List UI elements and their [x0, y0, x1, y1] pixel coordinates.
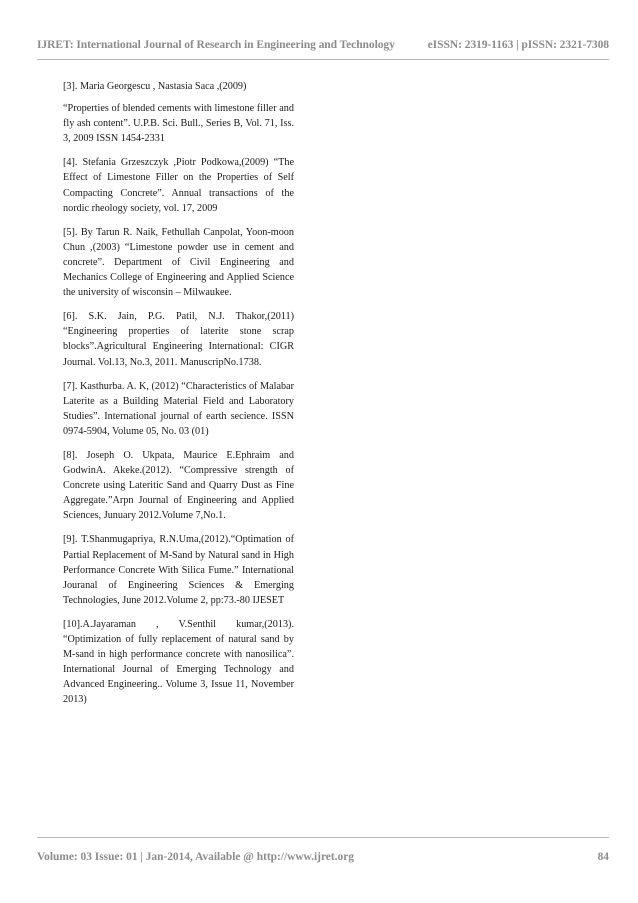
- footer-info: Volume: 03 Issue: 01 | Jan-2014, Available @ http://www.ijret.org: [37, 851, 354, 863]
- page-number: 84: [597, 851, 609, 863]
- reference-list: [63, 79, 294, 716]
- reference-3-header: [3]. Maria Georgescu , Nastasia Saca ,(2009): [63, 81, 247, 92]
- journal-title: IJRET: International Journal of Research in Engineering and Technology: [37, 38, 395, 51]
- reference-3-body: “Properties of blended cements with limestone filler and fly ash content”. U.P.B. Sci. Bull., Series B, Vol. 71, Iss. 3, 2009 ISSN 1454-2331: [63, 103, 294, 145]
- reference-5: [5]. By Tarun R. Naik, Fethullah Canpolat, Yoon-moon Chun ,(2003) “Limestone powder use in cement and concrete”. Department of Civil Engineering and Mechanics College of Engineering and Applied Science the university of wisconsin – Milwaukee.: [63, 226, 294, 299]
- page-header: [37, 38, 609, 58]
- reference-8: [8]. Joseph O. Ukpata, Maurice E.Ephraim and GodwinA. Akeke.(2012). “Compressive strength of Concrete using Lateritic Sand and Quarry Dust as Fine Aggregate.”Arpn Journal of Engineering and Applied Sciences, Junuary 2012.Volume 7,No.1.: [63, 449, 294, 522]
- footer-divider: [37, 837, 609, 838]
- page-footer: [37, 851, 609, 863]
- reference-6: [6]. S.K. Jain, P.G. Patil, N.J. Thakor,(2011) “Engineering properties of laterite stone scrap blocks”.Agricultural Engineering International: CIGR Journal. Vol.13, No.3, 2011. ManuscripNo.1738.: [63, 311, 294, 368]
- reference-9: [9]. T.Shanmugapriya, R.N.Uma,(2012).“Optimation of Partial Replacement of M-Sand by Natural sand in High Performance Concrete With Silica Fume.” International Jouranal of Engineering Sciences & Emerging Technologies, June 2012.Volume 2, pp:73.-80 IJESET: [63, 534, 294, 606]
- reference-4: [4]. Stefania Grzeszczyk ,Piotr Podkowa,(2009) “The Effect of Limestone Filler on the Properties of Self Compacting Concrete”. Annual transactions of the nordic rheology society, vol. 17, 2009: [63, 157, 294, 214]
- header-divider: [37, 59, 609, 60]
- reference-7: [7]. Kasthurba. A. K, (2012) “Characteristics of Malabar Laterite as a Building Material Field and Laboratory Studies”. International journal of earth secience. ISSN 0974-5904, Volume 05, No. 03 (01): [63, 380, 294, 437]
- reference-10: [10].A.Jayaraman , V.Senthil kumar,(2013). “Optimization of fully replacement of natural sand by M-sand in high performance concrete with nanosilica”. International Journal of Emerging Technology and Advanced Engineering.. Volume 3, Issue 11, November 2013): [63, 618, 294, 706]
- issn-label: eISSN: 2319-1163 | pISSN: 2321-7308: [427, 38, 609, 51]
